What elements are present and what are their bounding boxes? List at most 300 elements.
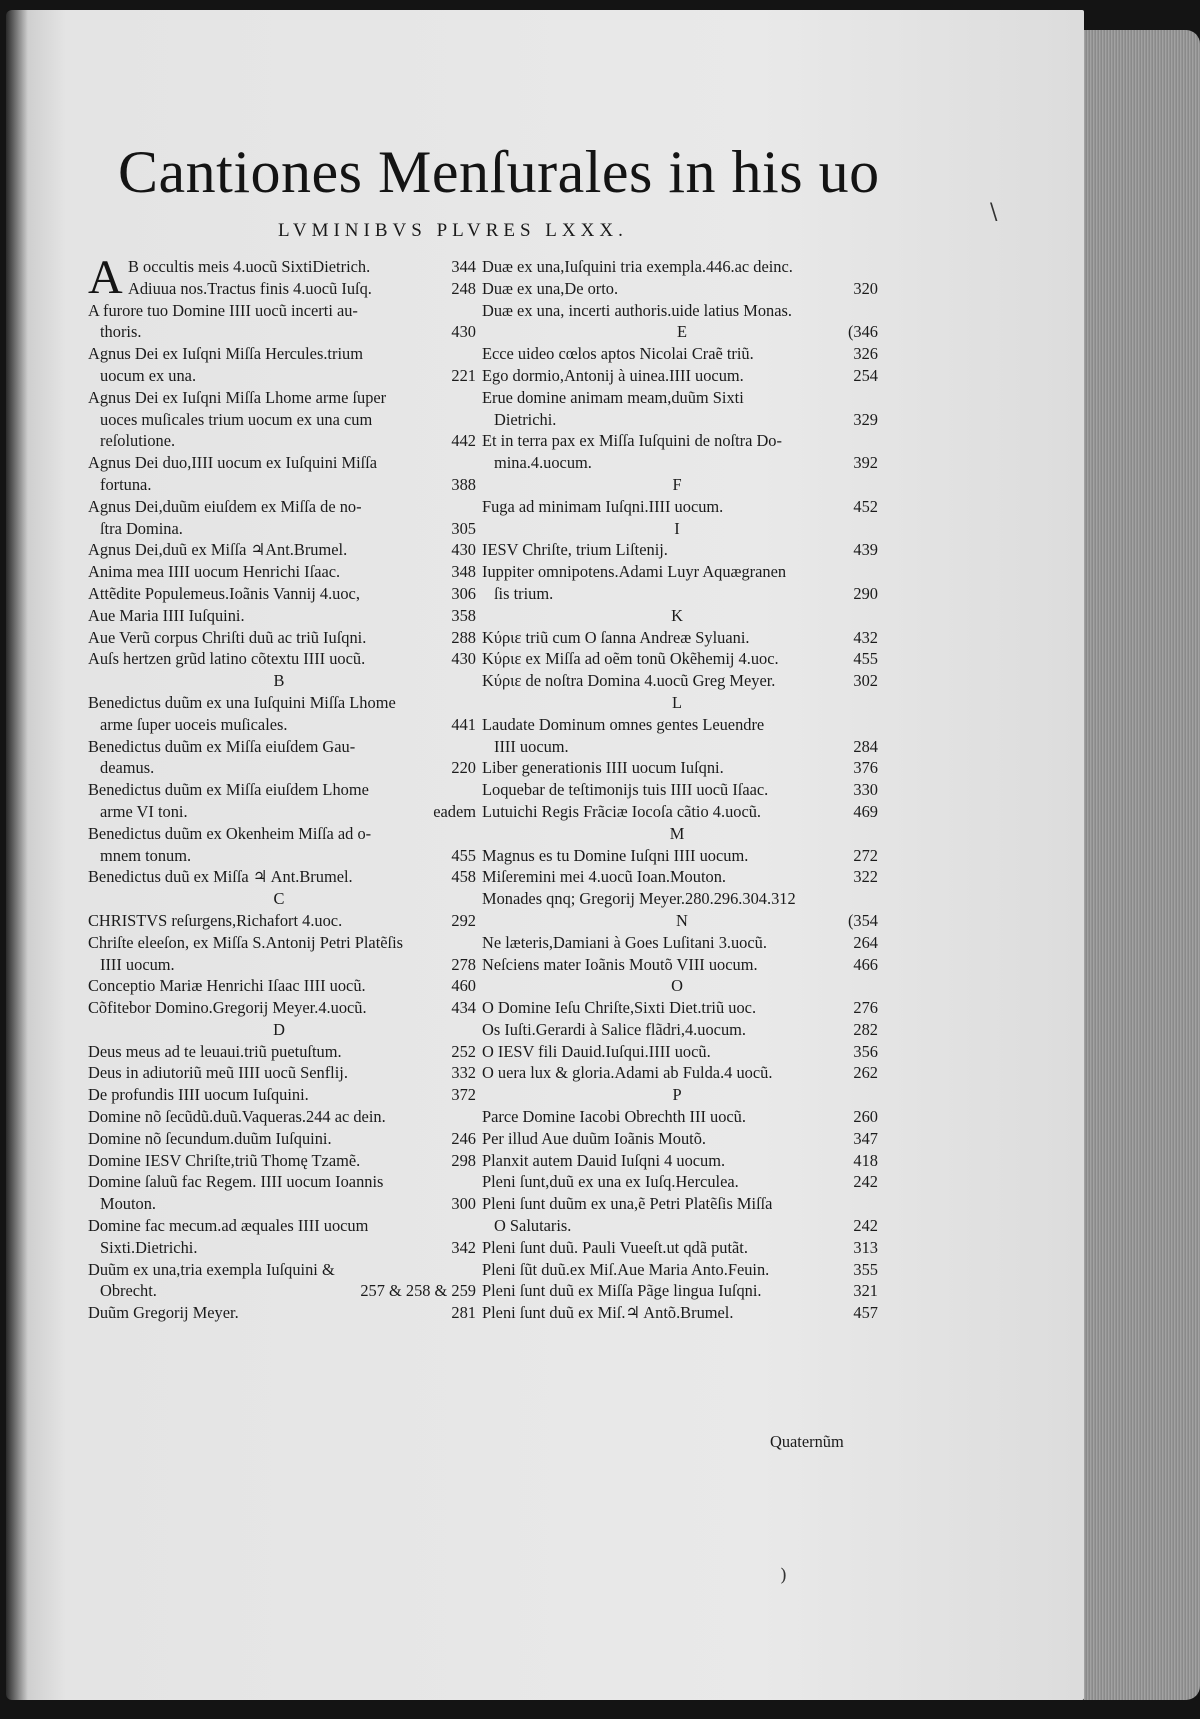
entry-page-number: 455: [853, 649, 878, 669]
entry-page-number: 466: [853, 954, 878, 974]
entry-page-number: [684, 823, 690, 845]
entry-page-number: [470, 1171, 476, 1193]
index-entry: [482, 954, 878, 976]
entry-page-number: [470, 300, 476, 322]
entry-text: Benedictus duũ ex Miſſa ♃ Ant.Brumel.: [88, 867, 353, 887]
entry-page-number: 441: [451, 714, 476, 734]
entry-page-number: 322: [853, 867, 878, 887]
entry-text: Domine nõ ſecundum.duũm Iuſquini.: [88, 1128, 332, 1148]
entry-text: Miſeremini mei 4.uocũ Ioan.Mouton.: [482, 867, 726, 887]
index-entry: [482, 387, 878, 409]
entry-page-number: 248: [451, 278, 476, 298]
entry-text: M: [669, 823, 685, 843]
entry-page-number: [470, 823, 476, 845]
index-entry: [482, 256, 878, 278]
index-entry: [88, 910, 476, 932]
entry-text: Ego dormio,Antonij à uinea.IIII uocum.: [482, 365, 744, 385]
entry-page-number: 434: [451, 998, 476, 1018]
entry-page-number: 276: [853, 998, 878, 1018]
entry-page-number: [470, 692, 476, 714]
book-edge: [1084, 30, 1200, 1700]
entry-text: Deus in adiutoriũ meũ IIII uocũ Senflij.: [88, 1063, 348, 1083]
index-entry: [88, 452, 476, 474]
index-entry: [482, 714, 878, 736]
entry-text: IIII uocum.: [494, 736, 569, 756]
entry-page-number: 220: [451, 758, 476, 778]
index-entry: [88, 1062, 476, 1084]
entry-text: A furore tuo Domine IIII uocũ incerti au-: [88, 300, 358, 320]
catchword: Quaternũm: [770, 1432, 844, 1451]
entry-text: Domine ſaluũ fac Regem. IIII uocum Ioannis: [88, 1172, 384, 1192]
entry-page-number: 388: [451, 474, 476, 494]
index-entry: [482, 997, 878, 1019]
entry-page-number: [683, 605, 689, 627]
section-letter: [482, 518, 878, 540]
page-subtitle: LVMINIBVS PLVRES LXXX.: [278, 220, 628, 241]
entry-page-number: [872, 300, 878, 322]
entry-page-number: 329: [853, 409, 878, 429]
index-entry: [88, 954, 476, 976]
entry-page-number: 246: [451, 1128, 476, 1148]
entry-page-number: 356: [853, 1041, 878, 1061]
entry-page-number: 281: [451, 1303, 476, 1323]
index-entry: [88, 539, 476, 561]
entry-text: Sixti.Dietrichi.: [100, 1237, 198, 1257]
entry-text: O IESV fili Dauid.Iuſqui.IIII uocũ.: [482, 1041, 711, 1061]
index-entry: [482, 278, 878, 300]
index-entry: [482, 801, 878, 823]
entry-page-number: 242: [853, 1172, 878, 1192]
entry-text: O uera lux & gloria.Adami ab Fulda.4 uocũ.: [482, 1063, 773, 1083]
index-entry: [482, 1041, 878, 1063]
index-entry: [88, 779, 476, 801]
index-entry: [482, 1171, 878, 1193]
entry-page-number: [470, 343, 476, 365]
entry-text: Agnus Dei duo,IIII uocum ex Iuſquini Miſſa: [88, 453, 378, 473]
index-entry: [88, 518, 476, 540]
entry-text: Benedictus duũm ex una Iuſquini Miſſa Lhome: [88, 692, 396, 712]
index-entry: [88, 561, 476, 583]
entry-text: Domine IESV Chriſte,triũ Thomę Tzamẽ.: [88, 1150, 361, 1170]
index-entry: [88, 1128, 476, 1150]
entry-page-number: 439: [853, 540, 878, 560]
index-entry: [88, 1041, 476, 1063]
index-entry: [88, 1193, 476, 1215]
entry-text: Mouton.: [100, 1194, 157, 1214]
entry-page-number: 457: [853, 1303, 878, 1323]
entry-page-number: 262: [853, 1063, 878, 1083]
entry-text: Obrecht.: [100, 1281, 157, 1301]
index-entry: [88, 823, 476, 845]
entry-page-number: 330: [853, 780, 878, 800]
entry-text: Lutuichi Regis Frãciæ Iocoſa cãtio 4.uocũ.: [482, 801, 762, 821]
index-entry: [88, 365, 476, 387]
entry-page-number: 358: [451, 605, 476, 625]
index-entry: [482, 1019, 878, 1041]
entry-page-number: 278: [451, 954, 476, 974]
entry-page-number: [682, 474, 688, 496]
index-entry: [482, 496, 878, 518]
index-entry: [88, 932, 476, 954]
index-entry: [482, 1237, 878, 1259]
entry-page-number: 313: [853, 1237, 878, 1257]
index-entry: [88, 474, 476, 496]
entry-text: Liber generationis IIII uocum Iuſqni.: [482, 758, 724, 778]
entry-text: Agnus Dei,duũ ex Miſſa ♃Ant.Brumel.: [88, 540, 348, 560]
page-title: Cantiones Menſurales in his uo: [118, 139, 880, 205]
entry-page-number: 442: [451, 431, 476, 451]
index-entry: [482, 539, 878, 561]
entry-text: Anima mea IIII uocum Henrichi Iſaac.: [88, 562, 341, 582]
entry-page-number: 430: [451, 540, 476, 560]
entry-page-number: 282: [853, 1019, 878, 1039]
entry-page-number: 348: [451, 562, 476, 582]
index-entry: [482, 627, 878, 649]
entry-page-number: 458: [451, 867, 476, 887]
entry-text: Laudate Dominum omnes gentes Leuendre: [482, 714, 765, 734]
index-entry: [482, 1106, 878, 1128]
entry-page-number: [470, 409, 476, 431]
entry-text: N: [676, 910, 688, 930]
section-letter: [88, 888, 476, 910]
entry-text: Pleni ſunt duũm ex una,ẽ Petri Platẽſis Miſſa: [482, 1194, 773, 1214]
entry-text: Κύριε ex Miſſa ad oẽm tonũ Okẽhemij 4.uoc.: [482, 649, 779, 669]
entry-text: Chriſte eleeſon, ex Miſſa S.Antonij Petri Platẽſis: [88, 932, 404, 952]
margin-mark: \: [990, 200, 998, 225]
entry-page-number: 418: [853, 1150, 878, 1170]
entry-page-number: (346: [847, 322, 878, 342]
left-column: [88, 251, 476, 1324]
index-entry: [482, 779, 878, 801]
index-entry: [482, 1259, 878, 1281]
index-entry: [88, 321, 476, 343]
entry-text: Duũm Gregorij Meyer.: [88, 1303, 239, 1323]
entry-page-number: eadem: [433, 801, 476, 821]
index-entry: [88, 997, 476, 1019]
entry-text: Aue Maria IIII Iuſquini.: [88, 605, 245, 625]
entry-text: Duũm ex una,tria exempla Iuſquini &: [88, 1259, 335, 1279]
index-entry: [482, 452, 878, 474]
index-entry: [88, 1171, 476, 1193]
entry-text: Pleni ſunt duũ ex Miſſa Pãge lingua Iuſqni.: [482, 1281, 762, 1301]
entry-text: IESV Chriſte, trium Liſtenij.: [482, 540, 668, 560]
index-entry: [88, 605, 476, 627]
entry-page-number: 242: [853, 1216, 878, 1236]
entry-text: Benedictus duũm ex Miſſa eiuſdem Gau-: [88, 736, 356, 756]
index-entry: [88, 278, 476, 300]
entry-page-number: [470, 496, 476, 518]
entry-page-number: [470, 1259, 476, 1281]
index-entry: [482, 1280, 878, 1302]
entry-text: reſolutione.: [100, 431, 176, 451]
entry-page-number: 347: [853, 1128, 878, 1148]
entry-page-number: [872, 1193, 878, 1215]
entry-page-number: 392: [853, 453, 878, 473]
entry-text: Magnus es tu Domine Iuſqni IIII uocum.: [482, 845, 749, 865]
index-entry: [482, 1215, 878, 1237]
entry-page-number: 221: [451, 365, 476, 385]
entry-page-number: 344: [451, 257, 476, 276]
index-entry: [88, 387, 476, 409]
index-entry: [482, 1062, 878, 1084]
entry-text: Domine fac mecum.ad æquales IIII uocum: [88, 1216, 369, 1236]
entry-page-number: [470, 452, 476, 474]
index-entry: [482, 932, 878, 954]
index-entry: [88, 648, 476, 670]
entry-text: Agnus Dei ex Iuſqni Miſſa Hercules.trium: [88, 344, 363, 364]
entry-page-number: 272: [853, 845, 878, 865]
entry-text: Loquebar de teſtimonijs tuis IIII uocũ Iſaac.: [482, 780, 769, 800]
entry-page-number: [680, 518, 686, 540]
entry-text: Planxit autem Dauid Iuſqni 4 uocum.: [482, 1150, 726, 1170]
entry-text: Agnus Dei,duũm eiuſdem ex Miſſa de no-: [88, 496, 362, 516]
entry-text: Agnus Dei ex Iuſqni Miſſa Lhome arme ſuper: [88, 387, 387, 407]
section-letter: [482, 474, 878, 496]
entry-text: D: [273, 1019, 285, 1039]
index-entry: [88, 757, 476, 779]
index-entry: [88, 801, 476, 823]
entry-text: Κύριε de noſtra Domina 4.uocũ Greg Meyer.: [482, 671, 776, 691]
section-letter: [482, 823, 878, 845]
index-entry: [88, 1106, 476, 1128]
index-entry: [88, 736, 476, 758]
entry-page-number: [872, 888, 878, 910]
entry-page-number: 432: [853, 627, 878, 647]
section-letter: [482, 1084, 878, 1106]
index-entry: [482, 300, 878, 322]
entry-text: Cõfitebor Domino.Gregorij Meyer.4.uocũ.: [88, 998, 367, 1018]
index-entry: [482, 1128, 878, 1150]
entry-text: Pleni ſunt duũ. Pauli Vueeſt.ut qdã putãt.: [482, 1237, 748, 1257]
entry-text: Fuga ad minimam Iuſqni.IIII uocum.: [482, 496, 724, 516]
entry-text: F: [672, 474, 682, 494]
entry-text: Aue Verũ corpus Chriſti duũ ac triũ Iuſqni.: [88, 627, 367, 647]
entry-text: O: [671, 976, 683, 996]
entry-page-number: [284, 670, 290, 692]
entry-text: Conceptio Mariæ Henrichi Iſaac IIII uocũ.: [88, 976, 366, 996]
index-entry: [88, 256, 476, 278]
index-entry: [482, 648, 878, 670]
index-entry: [482, 888, 878, 910]
entry-page-number: 469: [853, 801, 878, 821]
entry-text: Os Iuſti.Gerardi à Salice flãdri,4.uocum.: [482, 1019, 746, 1039]
entry-page-number: [683, 975, 689, 997]
entry-text: deamus.: [100, 758, 155, 778]
entry-text: Domine nõ ſecũdũ.duũ.Vaqueras.244 ac dein.: [88, 1107, 386, 1127]
entry-text: Benedictus duũm ex Miſſa eiuſdem Lhome: [88, 780, 369, 800]
entry-text: O Domine Ieſu Chriſte,Sixti Diet.triũ uoc.: [482, 998, 757, 1018]
entry-page-number: [682, 1084, 688, 1106]
index-entry: [88, 343, 476, 365]
entry-text: IIII uocum.: [100, 954, 175, 974]
entry-text: Parce Domine Iacobi Obrechth III uocũ.: [482, 1107, 746, 1127]
entry-page-number: 300: [451, 1194, 476, 1214]
index-entry: [482, 1193, 878, 1215]
entry-text: mnem tonum.: [100, 845, 192, 865]
index-entry: [482, 736, 878, 758]
entry-text: Per illud Aue duũm Ioãnis Moutõ.: [482, 1128, 706, 1148]
entry-page-number: 455: [451, 845, 476, 865]
index-entry: [88, 845, 476, 867]
entry-text: B: [273, 671, 285, 691]
index-entry: [482, 583, 878, 605]
index-entry: [482, 757, 878, 779]
entry-page-number: 288: [451, 627, 476, 647]
entry-page-number: [284, 888, 290, 910]
entry-text: Et in terra pax ex Miſſa Iuſquini de noſtra Do-: [482, 431, 782, 451]
entry-text: E: [676, 322, 687, 342]
index-entry: [482, 670, 878, 692]
section-letter: [482, 692, 878, 714]
entry-page-number: 284: [853, 736, 878, 756]
entry-page-number: [285, 1019, 291, 1041]
index-entry: [88, 1259, 476, 1281]
entry-text: Duæ ex una, incerti authoris.uide latius Monas.: [482, 300, 792, 320]
entry-page-number: 290: [853, 583, 878, 603]
entry-text: Benedictus duũm ex Okenheim Miſſa ad o-: [88, 823, 372, 843]
index-entry: [482, 1302, 878, 1324]
entry-text: Pleni ſunt,duũ ex una ex Iuſq.Herculea.: [482, 1172, 739, 1192]
entry-page-number: 355: [853, 1259, 878, 1279]
entry-text: uocum ex una.: [100, 365, 197, 385]
entry-text: C: [273, 889, 285, 909]
entry-text: P: [672, 1085, 682, 1105]
entry-page-number: [872, 256, 878, 278]
entry-text: Duæ ex una,De orto.: [482, 278, 619, 298]
entry-page-number: 452: [853, 496, 878, 516]
entry-page-number: 254: [853, 365, 878, 385]
section-letter: [482, 605, 878, 627]
entry-text: Monades qnq; Gregorij Meyer.280.296.304.312: [482, 889, 796, 909]
index-entry: [88, 1302, 476, 1324]
index-entry: [88, 409, 476, 431]
entry-page-number: [470, 387, 476, 409]
entry-page-number: 342: [451, 1237, 476, 1257]
index-entry: [88, 1150, 476, 1172]
entry-text: Auſs hertzen grũd latino cõtextu IIII uocũ.: [88, 649, 366, 669]
entry-text: Neſciens mater Ioãnis Moutõ VIII uocum.: [482, 954, 758, 974]
index-entry: [482, 409, 878, 431]
entry-text: CHRISTVS reſurgens,Richafort 4.uoc.: [88, 910, 343, 930]
entry-page-number: 460: [451, 976, 476, 996]
entry-text: Adiuua nos.Tractus finis 4.uocũ Iuſq.: [128, 278, 372, 298]
entry-text: thoris.: [100, 322, 142, 342]
margin-mark: ): [780, 1565, 788, 1586]
dropcap: A: [88, 251, 123, 304]
index-entry: [482, 365, 878, 387]
entry-page-number: 430: [451, 649, 476, 669]
entry-page-number: 372: [451, 1085, 476, 1105]
entry-page-number: [470, 932, 476, 954]
entry-text: fortuna.: [100, 474, 152, 494]
index-entry: [88, 300, 476, 322]
entry-page-number: (354: [847, 910, 878, 930]
index-entry: [482, 561, 878, 583]
index-entry: [88, 714, 476, 736]
entry-page-number: 252: [451, 1041, 476, 1061]
entry-page-number: 321: [853, 1281, 878, 1301]
entry-text: Duæ ex una,Iuſquini tria exempla.446.ac deinc.: [482, 257, 793, 276]
index-entry: [88, 692, 476, 714]
entry-text: O Salutaris.: [494, 1216, 572, 1236]
entry-text: Iuppiter omnipotens.Adami Luyr Aquægranen: [482, 562, 787, 582]
entry-text: ſis trium.: [494, 583, 554, 603]
entry-page-number: 326: [853, 344, 878, 364]
entry-page-number: [872, 714, 878, 736]
index-entry: [482, 343, 878, 365]
index-entry: [88, 583, 476, 605]
index-entry: [482, 430, 878, 452]
entry-page-number: [872, 430, 878, 452]
entry-text: Ecce uideo cœlos aptos Nicolai Craẽ triũ.: [482, 344, 754, 364]
index-entry: [88, 430, 476, 452]
section-letter: [88, 670, 476, 692]
section-letter: [482, 910, 878, 932]
index-entry: [88, 1237, 476, 1259]
entry-page-number: 306: [451, 583, 476, 603]
entry-page-number: 298: [451, 1150, 476, 1170]
entry-text: Erue domine animam meam,duũm Sixti: [482, 387, 744, 407]
entry-page-number: 332: [451, 1063, 476, 1083]
entry-text: arme ſuper uoceis muſicales.: [100, 714, 288, 734]
entry-text: Κύριε triũ cum O ſanna Andreæ Syluani.: [482, 627, 750, 647]
entry-page-number: 292: [451, 910, 476, 930]
entry-page-number: [872, 387, 878, 409]
entry-text: K: [671, 605, 683, 625]
entry-text: B occultis meis 4.uocũ SixtiDietrich.: [128, 257, 371, 276]
index-entry: [88, 866, 476, 888]
entry-page-number: 305: [451, 518, 476, 538]
entry-page-number: [470, 779, 476, 801]
entry-page-number: 320: [853, 278, 878, 298]
section-letter: [482, 321, 878, 343]
index-entry: [482, 866, 878, 888]
entry-page-number: [872, 561, 878, 583]
entry-page-number: 376: [853, 758, 878, 778]
index-entry: [482, 845, 878, 867]
index-entry: [482, 1150, 878, 1172]
entry-text: L: [671, 692, 682, 712]
entry-text: mina.4.uocum.: [494, 453, 592, 473]
right-column: [482, 256, 878, 1324]
entry-page-number: 260: [853, 1107, 878, 1127]
entry-page-number: 264: [853, 932, 878, 952]
entry-text: Attẽdite Populemeus.Ioãnis Vannij 4.uoc,: [88, 583, 360, 603]
entry-page-number: 430: [451, 322, 476, 342]
entry-text: uoces muſicales trium uocum ex una cum: [100, 409, 373, 429]
entry-text: ſtra Domina.: [100, 518, 183, 538]
entry-page-number: [470, 1215, 476, 1237]
entry-page-number: [470, 1106, 476, 1128]
section-letter: [88, 1019, 476, 1041]
index-entry: [88, 975, 476, 997]
index-entry: [88, 1084, 476, 1106]
entry-text: Deus meus ad te leuaui.triũ puetuſtum.: [88, 1041, 342, 1061]
entry-page-number: [470, 736, 476, 758]
section-letter: [482, 975, 878, 997]
index-entry: [88, 627, 476, 649]
entry-text: Ne læteris,Damiani à Goes Luſitani 3.uocũ.: [482, 932, 767, 952]
entry-page-number: [682, 692, 688, 714]
entry-text: arme VI toni.: [100, 801, 188, 821]
entry-text: Pleni ſũt duũ.ex Miſ.Aue Maria Anto.Feuin.: [482, 1259, 770, 1279]
entry-page-number: 257 & 258 & 259: [360, 1281, 476, 1301]
entry-text: De profundis IIII uocum Iuſquini.: [88, 1085, 309, 1105]
entry-text: I: [674, 518, 680, 538]
entry-page-number: 302: [853, 671, 878, 691]
entry-text: Pleni ſunt duũ ex Miſ.♃ Antõ.Brumel.: [482, 1303, 734, 1323]
index-entry: [88, 496, 476, 518]
